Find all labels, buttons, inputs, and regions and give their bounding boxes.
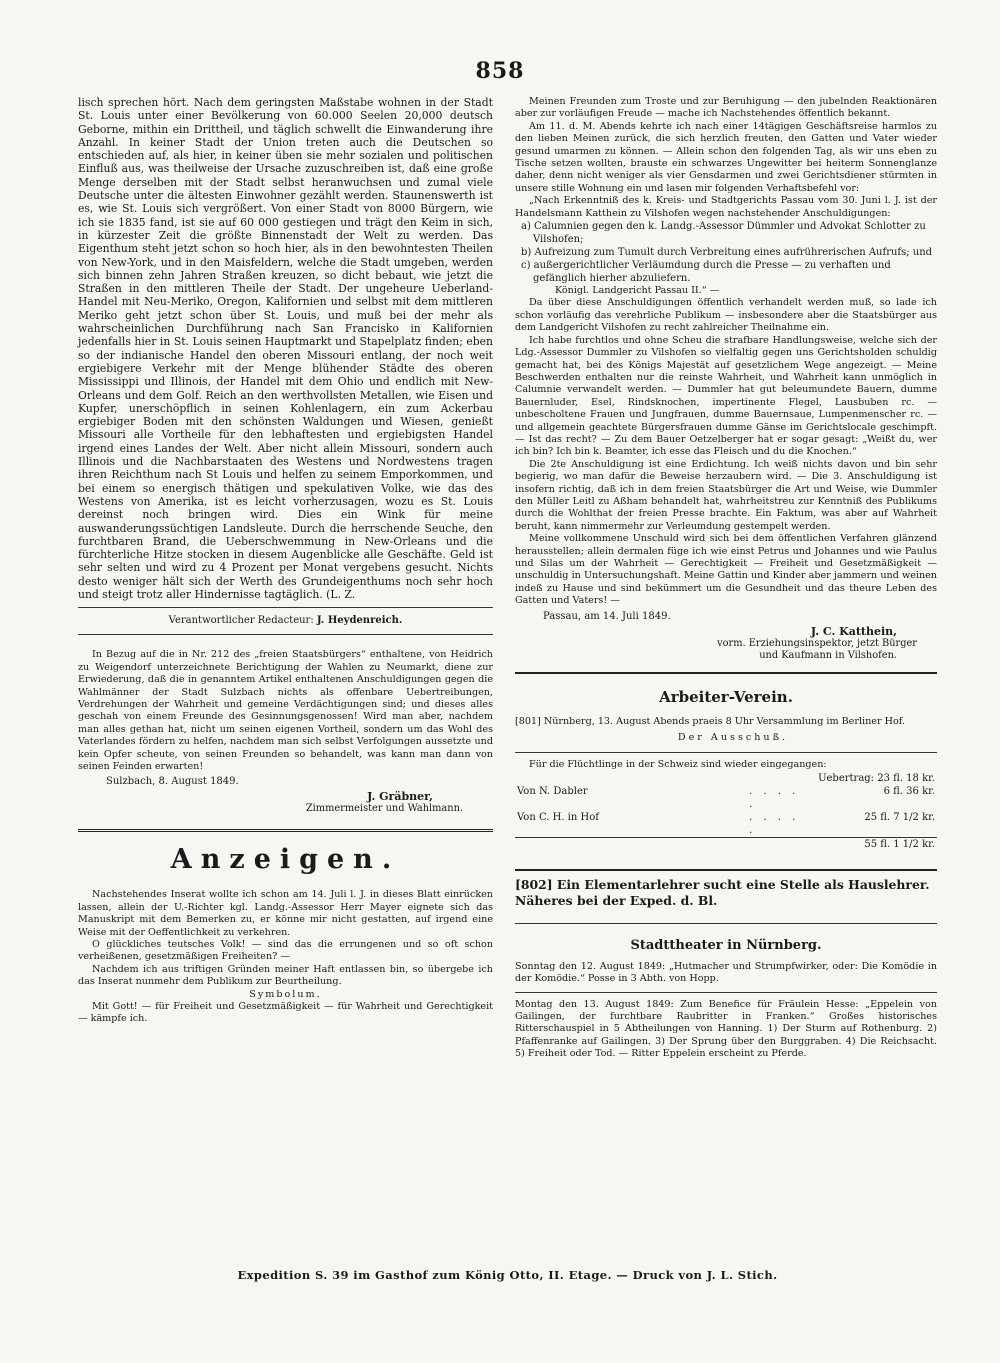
verein-heading: Arbeiter-Verein. — [659, 687, 793, 706]
row-dots: . . . . . — [749, 811, 800, 836]
divider — [78, 829, 493, 832]
editor-name: J. Heydenreich. — [316, 615, 403, 627]
statement-paragraph: Ich habe furchtlos und ohne Scheu die strafbare Handlungsweise, welche sich der Ldg.-Assessor Dummler zu Vilshofen so vielfaltig gegen uns Gerichtsholden schuldig gemacht hat, bei des Königs Majestät auf gesetzlichem Wege angezeigt. — Meine Beschwerden enthalten nur die reinste Wahrheit, und Wahrheit kann unmöglich in Calumnie verwandelt werden. — Dummler hat gut beleumundete Bauern, dumme Bauernluder, Esel, Rindsknochen, impertinente Flegel, Lausbuben rc. — unbescholtene Frauen und Jungfrauen, dumme Bauernsaue, Lumpenmenscher rc. — und allgemein geachtete Bürgersfrauen dumme Gänse im Gerichtslocale geschimpft. — Ist das recht? — Zu dem Bauer Oetzelberger hat er sogar gesagt: „Weißt du, wer ich bin? Ich bin k. Beamter, ich esse das Fleisch und du die Knochen.“ — [515, 334, 937, 458]
verein-notice: [801] Nürnberg, 13. August Abends praeis 8 Uhr Versammlung im Berliner Hof. — [515, 715, 905, 727]
teacher-ad: [802] Ein Elementarlehrer sucht eine Stelle als Hauslehrer. Näheres bei der Exped. d. Bl. — [515, 876, 930, 908]
right-column — [515, 96, 937, 1061]
ads-heading: Anzeigen. — [170, 844, 401, 876]
statement-paragraph: Meinen Freunden zum Troste und zur Beruhigung — den jubelnden Reaktionären aber zur vorläufigen Freude — mache ich Nachstehendes öffentlich bekannt. — [515, 96, 937, 120]
theater-sunday: Sonntag den 12. August 1849: „Hutmacher und Strumpfwirker, oder: Die Komödie in der Komödie.“ Posse in 3 Abth. von Hopp. — [515, 960, 937, 985]
notice-date: Sulzbach, 8. August 1849. — [106, 776, 239, 788]
statement-signature: J. C. Katthein, — [810, 624, 897, 638]
statement-paragraph: Meine vollkommene Unschuld wird sich bei dem öffentlichen Verfahren glänzend herausstellen; allein dermalen füge ich wie einst Petrus und Johannes und wie Paulus und Silas um der Wahrheit — Gerechtigkeit — Freiheit und Gesetzmäßigkeit — unschuldig in Untersuchungshaft. Meine Gattin und Kinder aber jammern und weinen indeß zu Hause und sind bekümmert um die Gesundheit und das theure Leben des Gatten und Vaters! — — [515, 533, 937, 607]
article-text: lisch sprechen hört. Nach dem geringsten Maßstabe wohnen in der Stadt St. Louis unter einer Bevölkerung von 60.000 Seelen 20,000 deutsch Geborne, mithin ein Drittheil, und täglich schwellt die Einwanderung ihre Anzahl. In keiner Stadt der Union treten auch die Deutschen so entschieden auf, als hier, in keiner üben sie mehr sozialen und politischen Einfluß aus, was theilweise der Ursache zuzuschreiben ist, daß eine große Menge derselben mit der Stadt selbst heranwuchsen und zumal viele Deutsche unter die ältesten Einwohner gezählt werden. Staunenswerth ist es, wie St. Louis sich vergrößert. Von einer Stadt von 8000 Bürgern, wie ich sie 1835 fand, ist sie auf 60 000 gestiegen und trägt den Keim in sich, in kürzester Zeit die größte Binnenstadt der Welt zu werden. Das Eigenthum steht jetzt schon so hoch hier, als in den bewohntesten Theilen von New-York, und in den Maisfeldern, welche die Stadt umgeben, werden sich binnen zehn Jahren Straßen kreuzen, so dicht bebaut, wie jetzt die Straßen in den mittleren Theile der Stadt. Der ungeheure Ueberland-Handel mit Neu-Meriko, Oregon, Kalifornien und selbst mit dem mittleren Meriko geht jetzt schon über St. Louis, und muß bei der mehr als wahrscheinlichen Durchführung nach San Francisko in Kalifornien jedenfalls hier in St. Louis seinen Hauptmarkt und Stapelplatz finden; eben so der indianische Handel den oberen Missouri entlang, der noch weit ergiebigere Verkehr mit der Menge blühender Städte des oberen Mississippi und Illinois, der Handel mit dem Ohio und endlich mit New-Orleans und dem Golf. Reich an den werthvollsten Metallen, wie Eisen und Kupfer, unerschöpflich in seinen Kohlenlagern, ein zum Ackerbau ergiebiger Boden mit den schönsten Waldungen und Wiesen, genießt Missouri alle Vortheile für den lebhaftesten und ergiebigsten Handel irgend eines Landes der Welt. Aber nicht allein Missouri, sondern auch Illinois und die Nachbarstaaten des Westens und Nordwestens tragen ihren Reichthum nach St Louis und helfen zu seinem Emporkommen, und bei einem so energisch thätigen und spekulativen Volke, wie das des Westens von Amerika, ist es leicht vorherzusagen, wozu es St. Louis dereinst noch bringen wird. Dies ein Wink für meine auswanderungssüchtigen Landsleute. Durch die herrschende Seuche, den furchtbaren Brand, die Ueberschwemmung in New-Orleans und die fürchterliche Hitze stocken in diesem Augenblicke alle Geschäfte. Geld ist sehr selten und wird zu 4 Prozent per Monat vergebens gesucht. Nichts desto weniger hält sich der Werth des Grundeigenthums noch sehr hoch und steigt trotz aller Hindernisse tagtäglich. (L. Z. — [78, 96, 493, 601]
page-number: 858 — [475, 58, 525, 84]
table-row-total — [515, 837, 937, 851]
row-dots — [747, 772, 810, 785]
charge-item: c) außergerichtlicher Verläumdung durch die Presse — zu verhaften und gefänglich hierher abzuliefern. — [521, 260, 891, 285]
donation-table — [515, 772, 937, 851]
statement-paragraph: „Nach Erkenntniß des k. Kreis- und Stadtgerichts Passau vom 30. Juni l. J. ist der Handelsmann Katthein zu Vilshofen wegen nachstehender Anschuldigungen: — [515, 195, 937, 219]
row-amount: Uebertrag: 23 fl. 18 kr. — [818, 772, 935, 784]
notice-text: In Bezug auf die in Nr. 212 des „freien Staatsbürgers“ enthaltene, von Heidrich zu Weigendorf unterzeichnete Berichtigung der Wahlen zu Neumarkt, diene zur Erwiederung, daß die in genanntem Artikel enthaltenen Anschuldigungen gegen die Wahlmänner der Stadt Sulzbach nichts als offenbare Uebertreibungen, Verdrehungen der Wahrheit und gemeine Verdächtigungen sind; und dieses alles geschah von einem Freunde des Gesinnungsgenossen! Wird man aber, nachdem man alles gethan hat, nicht um seinen eigenen Vortheil, sondern um das Wohl des Vaterlandes fördern zu helfen, nachdem man sich selbst Verfolgungen aussetzte und kein Opfer scheute, von seinen Freunden so behandelt, was kann man dann von seinen Feinden erwarten! — [78, 649, 493, 772]
notice-signature-sub: Zimmermeister und Wahlmann. — [305, 803, 463, 815]
row-amount: 6 fl. 36 kr. — [883, 785, 935, 797]
charge-item: b) Aufreizung zum Tumult durch Verbreitung eines aufrührerischen Aufrufs; und — [521, 247, 933, 259]
divider — [515, 752, 937, 753]
ad-paragraph: Mit Gott! — für Freiheit und Gesetzmäßigkeit — für Wahrheit und Gerechtigkeit — kämpfe ich. — [78, 1001, 493, 1025]
footer-imprint: Expedition S. 39 im Gasthof zum König Otto, II. Etage. — Druck von J. L. Stich. — [237, 1268, 778, 1282]
notice-signature: J. Gräbner, — [367, 790, 433, 804]
total-amount: 55 fl. 1 1/2 kr. — [810, 837, 937, 851]
statement-paragraph: Da über diese Anschuldigungen öffentlich verhandelt werden muß, so lade ich schon vorläufig das verehrliche Publikum — insbesondere aber die Staatsbürger aus dem Landgericht Vilshofen zu recht zahlreicher Theilnahme ein. — [515, 297, 937, 334]
court-line: Königl. Landgericht Passau II.“ — — [555, 285, 720, 297]
divider — [78, 607, 493, 608]
statement-date: Passau, am 14. Juli 1849. — [543, 610, 671, 622]
row-label: Von N. Dabler — [517, 785, 588, 797]
ad-paragraph: Nachstehendes Inserat wollte ich schon am 14. Juli l. J. in dieses Blatt einrücken lassen, allein der U.-Richter kgl. Landg.-Assessor Herr Mayer eignete sich das Manuskript mit dem Bemerken zu, er könne mir nicht gestatten, auf irgend eine Weise mit der Oeffentlichkeit zu verkehren. — [78, 889, 493, 938]
row-label — [515, 772, 747, 785]
ad-paragraph: Nachdem ich aus triftigen Gründen meiner Haft entlassen bin, so übergebe ich das Inserat nunmehr dem Publikum zur Beurtheilung. — [78, 963, 493, 988]
ad-paragraph: O glückliches teutsches Volk! — sind das die errungenen und so oft schon verheißenen, gesetzmäßigen Freiheiten? — — [78, 938, 493, 963]
row-dots: . . . . . — [749, 785, 800, 810]
verein-committee: Der Ausschuß. — [677, 732, 789, 744]
ad-motto: Symbolum. — [249, 988, 322, 1000]
statement-signature-sub: vorm. Erziehungsinspektor, jetzt Bürger — [717, 637, 917, 649]
divider — [515, 672, 937, 674]
divider — [78, 634, 493, 635]
divider — [515, 923, 937, 924]
statement-paragraph: Die 2te Anschuldigung ist eine Erdichtung. Ich weiß nichts davon und bin sehr begierig, wo man dafür die Beweise herzaubern wird. — Die 3. Anschuldigung ist insofern richtig, daß ich in dem freien Staatsbürger die Art und Weise, wie Dummler den Müller Leitl zu Aßham behandelt hat, wahrheitstreu zur Kenntniß des Publikums durch die Wohlthat der freien Presse brachte. Ein Faktum, was aber auf Wahrheit beruht, kann nimmermehr zur Verleumdung gestempelt werden. — [515, 458, 937, 532]
table-row — [515, 811, 937, 838]
table-row — [515, 772, 937, 785]
row-amount: 25 fl. 7 1/2 kr. — [864, 811, 935, 823]
theater-heading: Stadttheater in Nürnberg. — [630, 937, 822, 953]
charge-item: a) Calumnien gegen den k. Landg.-Assessor Dümmler und Advokat Schlotter zu Vilshofen; — [521, 221, 926, 246]
statement-paragraph: Am 11. d. M. Abends kehrte ich nach einer 14tägigen Geschäftsreise harmlos zu den lieben Meinen zurück, die sich herzlich freuten, den Gatten und Vater wieder gesund umarmen zu können. — Allein schon den folgenden Tag, als wir uns eben zu Tische setzen wollten, brauste ein schwarzes Ungewitter bei heiterm Sonnenglanze daher, denn nicht weniger als vier Gensdarmen und zwei Gerichtsdiener stürmten in unsere stille Wohnung ein und lasen mir folgenden Verhaftsbefehl vor: — [515, 120, 937, 194]
table-row — [515, 785, 937, 811]
editor-line — [78, 614, 493, 628]
editor-label: Verantwortlicher Redacteur: — [168, 615, 314, 627]
theater-monday: Montag den 13. August 1849: Zum Benefice für Fräulein Hesse: „Eppelein von Gailingen, der furchtbare Raubritter in Franken.“ Großes historisches Ritterschauspiel in 5 Abtheilungen von Hanning. 1) Der Sturm auf Rothenburg. 2) Pfaffenranke auf Gailingen. 3) Der Sprung über den Burggraben. 4) Die Reichsacht. 5) Freiheit oder Tod. — Ritter Eppelein erscheint zu Pferde. — [515, 998, 937, 1060]
donation-intro: Für die Flüchtlinge in der Schweiz sind wieder eingegangen: — [529, 759, 827, 771]
divider — [515, 869, 937, 871]
left-column — [78, 96, 493, 1026]
row-label: Von C. H. in Hof — [517, 811, 599, 823]
statement-signature-sub: und Kaufmann in Vilshofen. — [759, 649, 897, 661]
divider — [515, 992, 937, 993]
